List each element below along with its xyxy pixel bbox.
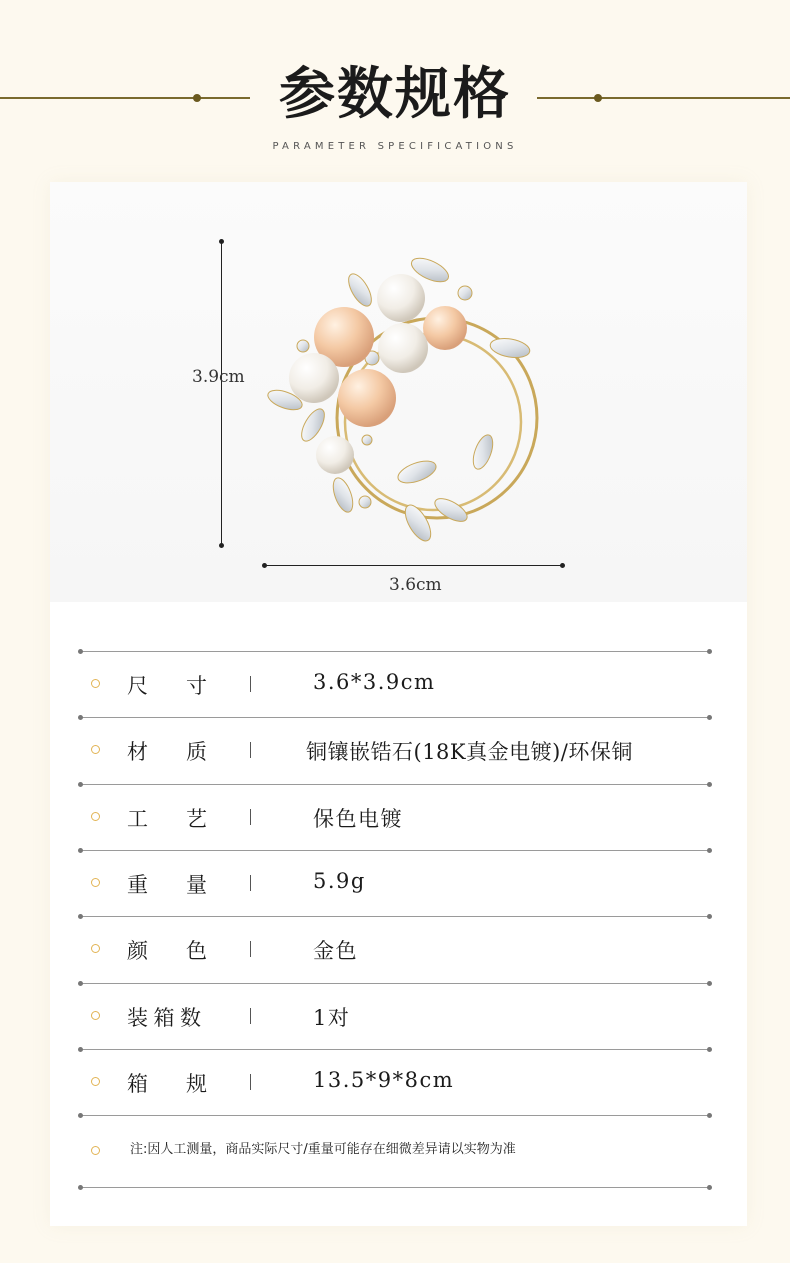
- spec-label-char: 寸: [186, 674, 207, 698]
- spec-value: 铜镶嵌锆石(18K真金电镀)/环保铜: [306, 740, 633, 764]
- row-divider-dot: [78, 1113, 83, 1118]
- row-divider-dot: [707, 1185, 712, 1190]
- spec-separator: [250, 676, 251, 692]
- page-title: 参数规格: [279, 61, 511, 127]
- spec-label-char: 工: [127, 807, 148, 831]
- row-divider: [80, 983, 710, 984]
- row-divider-dot: [78, 715, 83, 720]
- row-divider-dot: [707, 848, 712, 853]
- spec-label-char: 尺: [127, 674, 148, 698]
- spec-bullet-icon: [91, 745, 100, 754]
- spec-separator: [250, 941, 251, 957]
- row-divider-dot: [707, 715, 712, 720]
- row-divider-dot: [78, 1047, 83, 1052]
- row-divider: [80, 850, 710, 851]
- height-dimension-label: 3.9cm: [192, 367, 245, 387]
- spec-value: 13.5*9*8cm: [313, 1068, 455, 1092]
- row-divider-dot: [78, 981, 83, 986]
- row-divider-dot: [78, 848, 83, 853]
- height-dimension-line: [221, 241, 222, 545]
- row-divider-dot: [707, 1047, 712, 1052]
- spec-label-char: 箱: [127, 1072, 148, 1096]
- spec-label-char: 颜: [127, 939, 148, 963]
- height-dimension-top-dot: [219, 239, 224, 244]
- spec-label-char: 装: [127, 1006, 148, 1030]
- spec-separator: [250, 809, 251, 825]
- row-divider-dot: [78, 1185, 83, 1190]
- row-divider-dot: [707, 914, 712, 919]
- spec-value: 金色: [313, 939, 358, 963]
- spec-separator: [250, 1008, 251, 1024]
- row-divider: [80, 916, 710, 917]
- spec-label-char: 规: [186, 1072, 207, 1096]
- spec-separator: [250, 742, 251, 758]
- spec-label-char: 色: [186, 939, 207, 963]
- row-divider-dot: [78, 782, 83, 787]
- row-divider: [80, 1115, 710, 1116]
- row-divider-dot: [78, 649, 83, 654]
- spec-label-char: 量: [186, 873, 207, 897]
- measurement-note: 注:因人工测量，商品实际尺寸/重量可能存在细微差异请以实物为准: [130, 1142, 516, 1157]
- spec-value: 3.6*3.9cm: [313, 670, 436, 694]
- spec-bullet-icon: [91, 1011, 100, 1020]
- width-dimension-right-dot: [560, 563, 565, 568]
- note-bullet-icon: [91, 1146, 100, 1155]
- spec-label-char: 艺: [186, 807, 207, 831]
- spec-label-char: 箱: [153, 1006, 175, 1030]
- width-dimension-label: 3.6cm: [389, 575, 442, 595]
- row-divider: [80, 1049, 710, 1050]
- spec-label-char: 材: [127, 740, 148, 764]
- spec-value: 1对: [313, 1006, 351, 1030]
- row-divider-dot: [707, 981, 712, 986]
- spec-label: [127, 1002, 201, 1032]
- row-divider: [80, 1187, 710, 1188]
- spec-value: 保色电镀: [313, 807, 403, 831]
- spec-label: [127, 869, 207, 899]
- spec-bullet-icon: [91, 878, 100, 887]
- width-dimension-left-dot: [262, 563, 267, 568]
- row-divider: [80, 651, 710, 652]
- spec-value: 5.9g: [313, 869, 366, 893]
- spec-bullet-icon: [91, 812, 100, 821]
- row-divider-dot: [78, 914, 83, 919]
- spec-bullet-icon: [91, 1077, 100, 1086]
- spec-label-char: 数: [180, 1006, 201, 1030]
- spec-separator: [250, 1074, 251, 1090]
- row-divider-dot: [707, 1113, 712, 1118]
- spec-label: [127, 803, 207, 833]
- spec-label: [127, 670, 207, 700]
- spec-label: [127, 935, 207, 965]
- spec-bullet-icon: [91, 679, 100, 688]
- spec-separator: [250, 875, 251, 891]
- spec-label-char: 重: [127, 873, 148, 897]
- row-divider: [80, 784, 710, 785]
- row-divider-dot: [707, 782, 712, 787]
- spec-label: [127, 1068, 207, 1098]
- width-dimension-line: [265, 565, 563, 566]
- height-dimension-bottom-dot: [219, 543, 224, 548]
- page-subtitle: PARAMETER SPECIFICATIONS: [272, 141, 518, 152]
- spec-label-char: 质: [186, 740, 207, 764]
- spec-label: [127, 736, 207, 766]
- row-divider-dot: [707, 649, 712, 654]
- brooch-image: [255, 240, 555, 560]
- row-divider: [80, 717, 710, 718]
- spec-bullet-icon: [91, 944, 100, 953]
